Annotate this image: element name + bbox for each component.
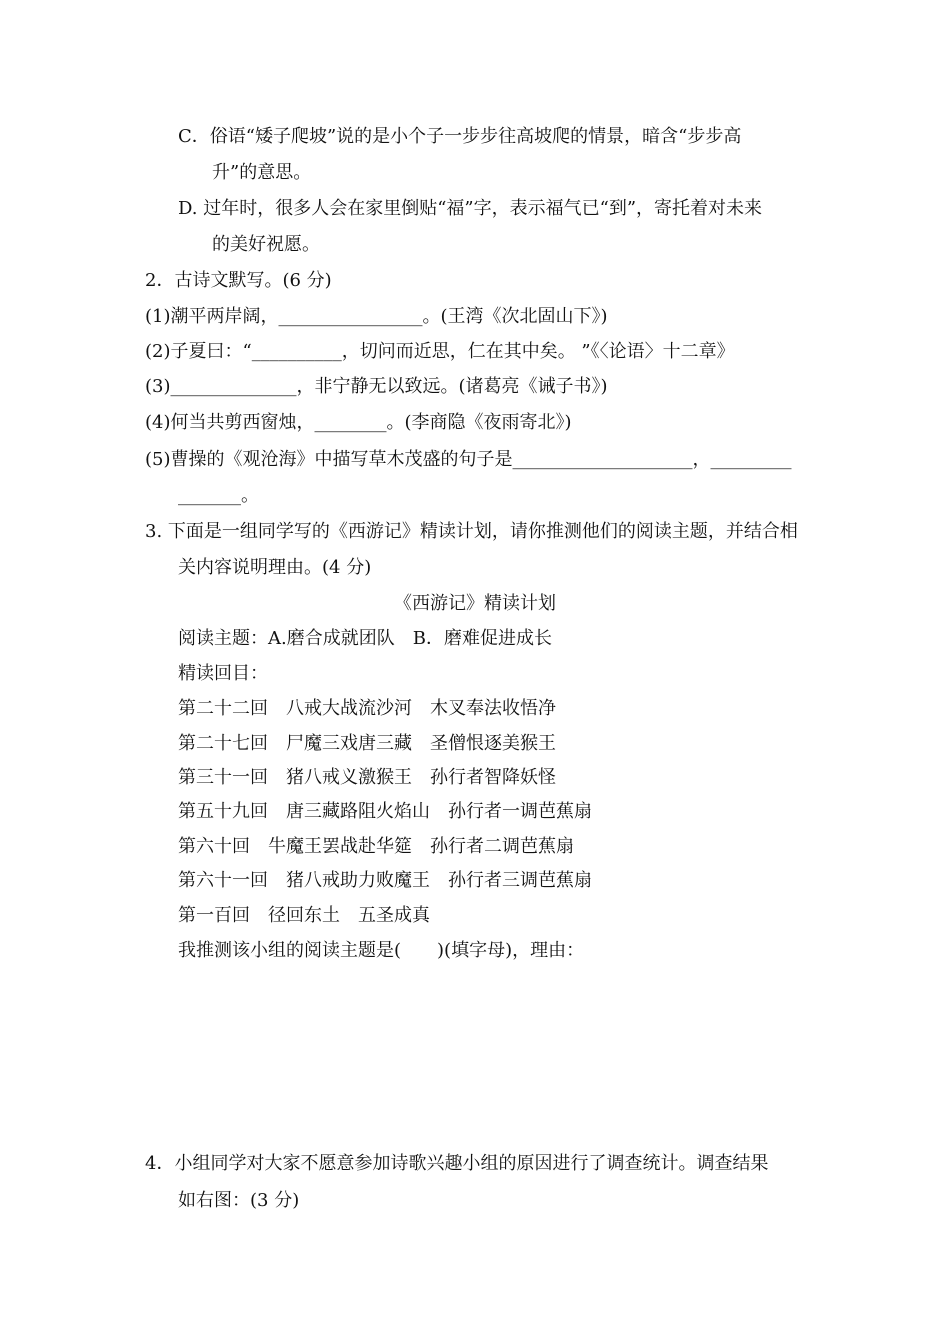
question-2-item-3: (3)______________，非宁静无以致远。(诸葛亮《诫子书》) [145, 376, 608, 397]
question-4-stem-line1: 4．小组同学对大家不愿意参加诗歌兴趣小组的原因进行了调查统计。调查结果 [145, 1153, 769, 1174]
option-c-line2: 升”的意思。 [212, 162, 312, 183]
question-3-stem-line2: 关内容说明理由。(4 分) [178, 557, 372, 578]
chapter-item: 第一百回 径回东土 五圣成真 [178, 905, 430, 926]
chapter-item: 第六十回 牛魔王罢战赴华筵 孙行者二调芭蕉扇 [178, 836, 574, 857]
question-4-stem-line2: 如右图：(3 分) [178, 1190, 300, 1211]
question-2-item-2: (2)子夏曰：“__________，切问而近思，仁在其中矣。 ”《〈论语〉十二章》 [145, 341, 735, 362]
chapter-item: 第五十九回 唐三藏路阻火焰山 孙行者一调芭蕉扇 [178, 801, 592, 822]
reading-themes: 阅读主题：A.磨合成就团队 B．磨难促进成长 [178, 628, 552, 649]
chapters-label: 精读回目： [178, 663, 268, 684]
chapter-item: 第三十一回 猪八戒义激猴王 孙行者智降妖怪 [178, 767, 556, 788]
question-2-item-5-cont: _______。 [178, 485, 259, 506]
question-2-item-4: (4)何当共剪西窗烛，________。(李商隐《夜雨寄北》) [145, 412, 572, 433]
question-2-item-1: (1)潮平两岸阔，________________。(王湾《次北固山下》) [145, 306, 608, 327]
plan-title: 《西游记》精读计划 [394, 593, 556, 614]
chapter-item: 第六十一回 猪八戒助力败魔王 孙行者三调芭蕉扇 [178, 870, 592, 891]
option-d-line2: 的美好祝愿。 [212, 234, 320, 255]
option-d-line1: D. 过年时，很多人会在家里倒贴“福”字，表示福气已“到”，寄托着对未来 [178, 198, 763, 219]
question-3-stem-line1: 3. 下面是一组同学写的《西游记》精读计划，请你推测他们的阅读主题，并结合相 [145, 521, 798, 542]
option-c-line1: C．俗语“矮子爬坡”说的是小个子一步步往高坡爬的情景，暗含“步步高 [178, 126, 742, 147]
chapter-item: 第二十二回 八戒大战流沙河 木叉奉法收悟净 [178, 698, 556, 719]
question-2-stem: 2．古诗文默写。(6 分) [145, 270, 332, 291]
question-2-item-5: (5)曹操的《观沧海》中描写草木茂盛的句子是____________________，_________ [145, 449, 792, 470]
chapter-item: 第二十七回 尸魔三戏唐三藏 圣僧恨逐美猴王 [178, 733, 556, 754]
answer-prompt: 我推测该小组的阅读主题是( )(填字母)，理由： [178, 940, 585, 961]
